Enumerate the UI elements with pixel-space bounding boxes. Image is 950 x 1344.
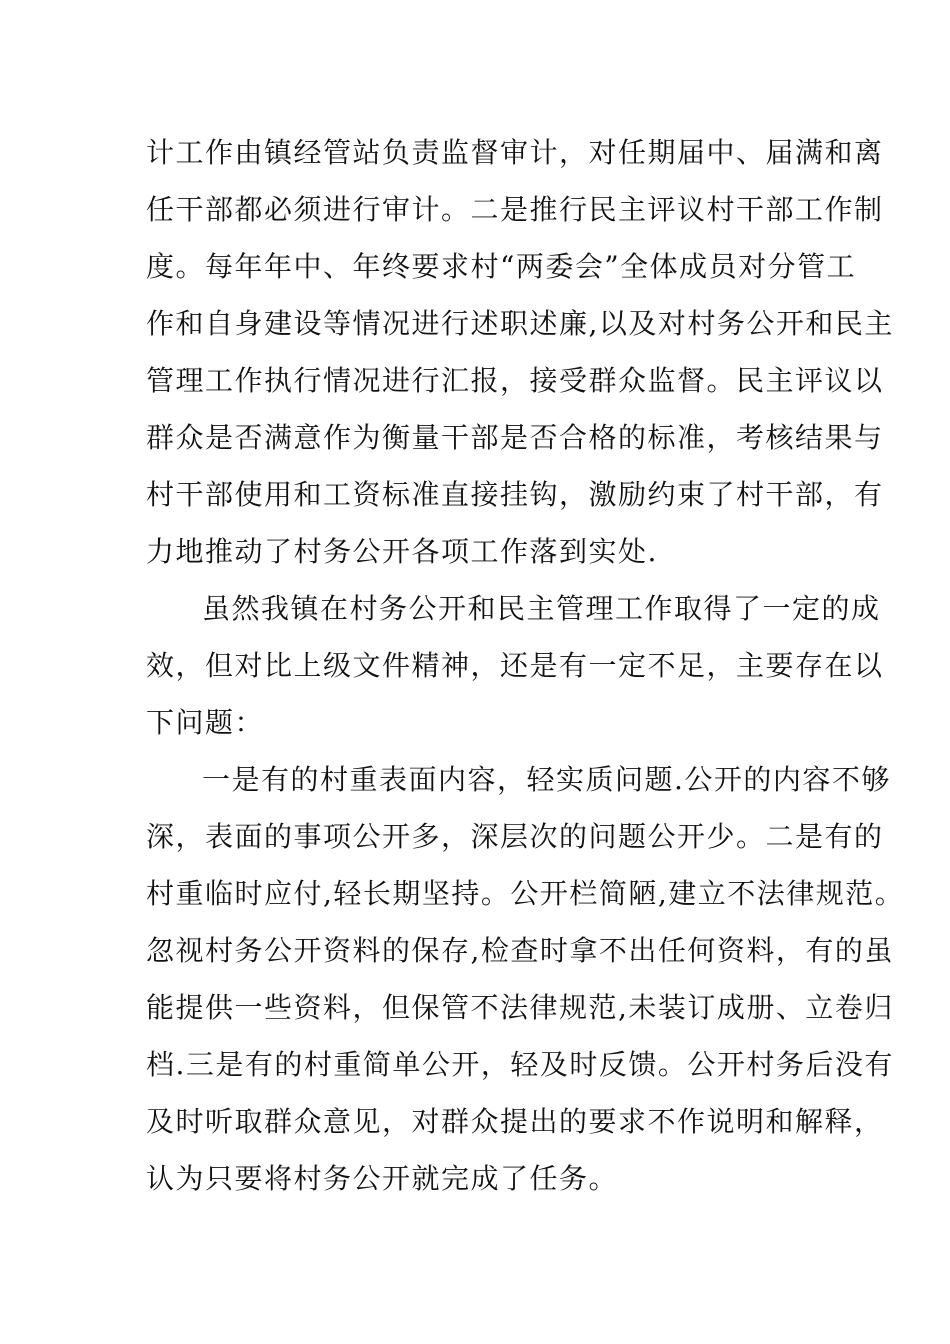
text-line: 度。每年年中、年终要求村“两委会”全体成员对分管工 xyxy=(146,250,857,283)
paragraph-2 xyxy=(146,580,884,751)
text-line: 任干部都必须进行审计。二是推行民主评议村干部工作制 xyxy=(146,193,884,226)
text-line: 认为只要将村务公开就完成了任务。 xyxy=(146,1162,619,1195)
text-line: 计工作由镇经管站负责监督审计，对任期届中、届满和离 xyxy=(146,136,884,169)
text-line: 村干部使用和工资标准直接挂钩，激励约束了村干部，有 xyxy=(146,478,884,511)
text-line: 管理工作执行情况进行汇报，接受群众监督。民主评议以 xyxy=(146,364,884,397)
text-line: 及时听取群众意见，对群众提出的要求不作说明和解释， xyxy=(146,1105,884,1138)
paragraph-1 xyxy=(146,124,894,580)
text-line: 一是有的村重表面内容，轻实质问题.公开的内容不够 xyxy=(202,763,891,796)
text-line: 效，但对比上级文件精神，还是有一定不足，主要存在以 xyxy=(146,649,884,682)
text-line: 能提供一些资料，但保管不法律规范,未装订成册、立卷归 xyxy=(146,991,894,1024)
text-line: 忽视村务公开资料的保存,检查时拿不出任何资料，有的虽 xyxy=(146,934,894,967)
document-body xyxy=(146,124,905,1264)
text-line: 虽然我镇在村务公开和民主管理工作取得了一定的成 xyxy=(202,592,881,625)
text-line: 深，表面的事项公开多，深层次的问题公开少。二是有的 xyxy=(146,820,884,853)
text-line: 下问题： xyxy=(146,706,265,739)
paragraph-3 xyxy=(146,751,905,1264)
text-line xyxy=(146,1207,816,1264)
text-line: 群众是否满意作为衡量干部是否合格的标准，考核结果与 xyxy=(146,421,884,454)
text-line: 村重临时应付,轻长期坚持。公开栏简陋,建立不法律规范。 xyxy=(146,877,905,910)
text-line: 档.三是有的村重简单公开，轻及时反馈。公开村务后没有 xyxy=(146,1048,894,1081)
text-line: 力地推动了村务公开各项工作落到实处. xyxy=(146,535,658,568)
text-line: 作和自身建设等情况进行述职述廉,以及对村务公开和民主 xyxy=(146,307,894,340)
